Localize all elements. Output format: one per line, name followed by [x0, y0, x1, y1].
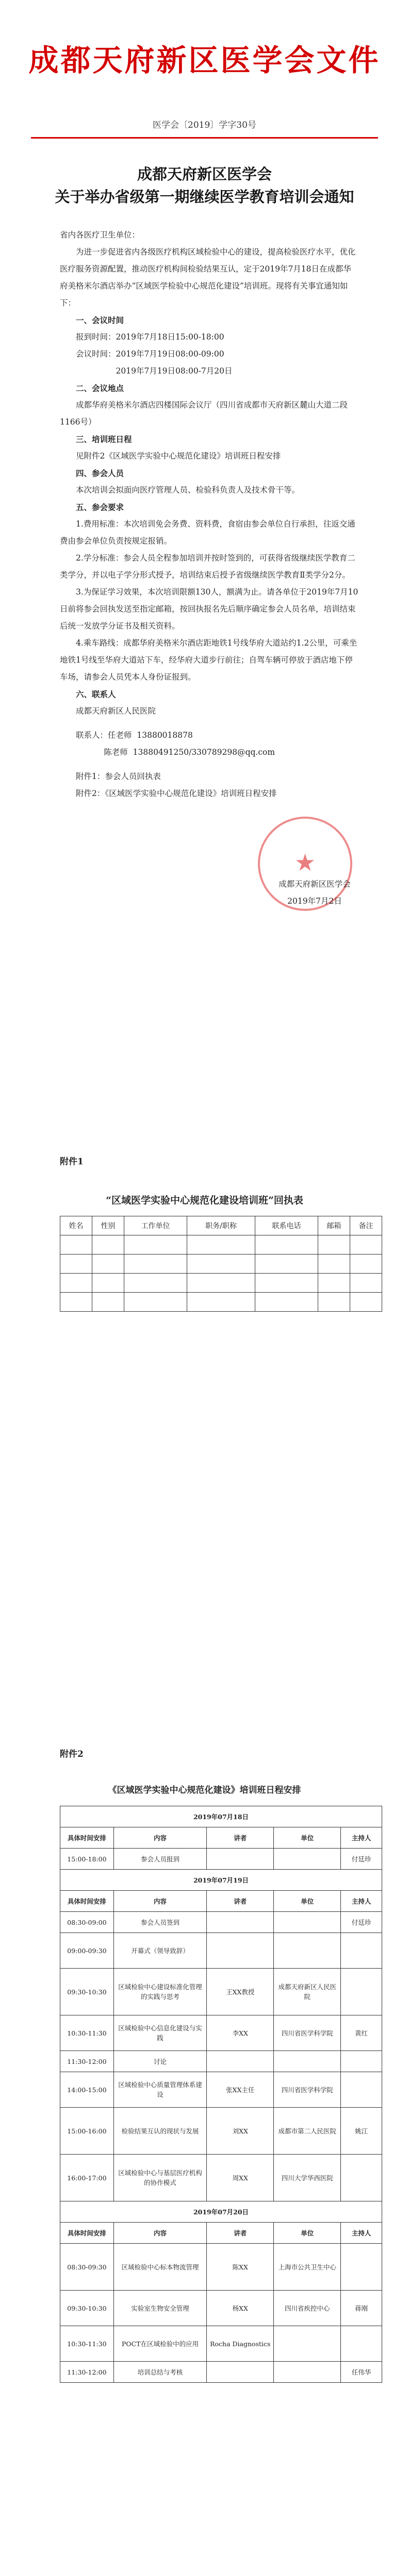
- table-cell: 10:30-11:30: [60, 2326, 114, 2362]
- venue-text: 成都华府美格米尔酒店四楼国际会议厅（四川省成都市天府新区麓山大道二段1166号）: [60, 400, 348, 427]
- table-cell: [207, 1933, 274, 1969]
- section-heading-attendees: 四、参会人员: [76, 468, 124, 478]
- table-cell: [318, 1235, 350, 1255]
- table-cell: [60, 1293, 92, 1312]
- schedule-header-cell: 讲者: [207, 2223, 274, 2244]
- table-cell: 参会人员签到: [113, 1912, 206, 1933]
- table-cell: [318, 1274, 350, 1293]
- attachment-line: 附件2：《区域医学实验中心规范化建设》培训班日程安排: [76, 789, 277, 798]
- table-cell: 杨XX: [207, 2291, 274, 2326]
- schedule-header-cell: 讲者: [207, 1827, 274, 1849]
- table-cell: 成都天府新区人民医院: [274, 1969, 341, 2015]
- contact-phone: 13880491250/330789298@qq.com: [133, 748, 275, 757]
- section-heading-schedule: 三、培训班日程: [76, 434, 132, 444]
- table-row: [60, 1912, 382, 1933]
- schedule-header-cell: 单位: [274, 1891, 341, 1912]
- schedule-text: 见附件2《区域医学实验中心规范化建设》培训班日程安排: [76, 451, 281, 461]
- table-header-cell: 邮箱: [318, 1216, 350, 1235]
- table-cell: [207, 1849, 274, 1870]
- table-cell: [92, 1274, 124, 1293]
- table-cell: [124, 1293, 187, 1312]
- contact-label: 陈老师: [104, 748, 128, 757]
- table-cell: 区域检验中心与基层医疗机构的协作模式: [113, 2155, 206, 2201]
- schedule-header-cell: 内容: [113, 1891, 206, 1912]
- table-cell: [341, 2072, 382, 2108]
- table-cell: [341, 2326, 382, 2362]
- table-cell: 开幕式（领导致辞）: [113, 1933, 206, 1969]
- table-cell: [60, 1274, 92, 1293]
- table-cell: [187, 1235, 255, 1255]
- table-cell: 李XX: [207, 2015, 274, 2051]
- table-cell: [341, 2051, 382, 2072]
- table-header-cell: 性别: [92, 1216, 124, 1235]
- table-cell: [187, 1293, 255, 1312]
- table-row: [60, 1933, 382, 1969]
- schedule-header-row: [60, 1891, 382, 1912]
- contact-row: [60, 744, 359, 761]
- table-cell: POCT在区域检验中的应用: [113, 2326, 206, 2362]
- schedule-header-cell: 具体时间安排: [60, 2223, 114, 2244]
- table-cell: 11:30-12:00: [60, 2051, 114, 2072]
- table-cell: [124, 1235, 187, 1255]
- schedule-header-row: [60, 1827, 382, 1849]
- intro-paragraph: 为进一步促进省内各级医疗机构区域检验中心的建设，提高检验医疗水平，优化医疗服务资源配置，推动医疗机构间检验结果互认，定于2019年7月18日在成都华府美格米尔酒店举办“区域医学检验中心规范化建设”培训班。现将有关事宜通知如下：: [60, 247, 356, 308]
- table-cell: 15:00-16:00: [60, 2108, 114, 2155]
- table-cell: 四川大学华西医院: [274, 2155, 341, 2201]
- table-cell: 区域检验中心质量管理体系建设: [113, 2072, 206, 2108]
- table-cell: [255, 1274, 318, 1293]
- table-row: [60, 2291, 382, 2326]
- requirement-item: 2.学分标准：参会人员全程参加培训并按时签到的，可获得省级继续医学教育二类学分，并以电子学分形式授予，培训结束后授予省级继续医学教育Ⅱ类学分2分。: [60, 553, 355, 580]
- appendix1-title: “区域医学实验中心规范化建设培训班”回执表: [106, 1195, 303, 1206]
- schedule-date-row: [60, 1870, 382, 1891]
- table-cell: [255, 1235, 318, 1255]
- table-cell: 实验室生物安全管理: [113, 2291, 206, 2326]
- table-cell: [274, 2326, 341, 2362]
- table-row: [60, 1293, 382, 1312]
- table-row: [60, 1235, 382, 1255]
- notice-title-line-2: 关于举办省级第一期继续医学教育培训会通知: [55, 188, 354, 206]
- table-row: [60, 2108, 382, 2155]
- table-row: [60, 2155, 382, 2201]
- contact-row: [60, 727, 359, 744]
- requirement-item: 3.为保证学习效果，本次培训限额130人，额满为止。请各单位于2019年7月10日前将参会回执发送至指定邮箱，按回执报名先后顺序确定参会人员名单，培训结束后统一发放学分证书及相关资料。: [60, 587, 358, 631]
- table-cell: 任伟华: [341, 2362, 382, 2383]
- table-cell: 09:00-09:30: [60, 1933, 114, 1969]
- appendix2-title: 《区域医学实验中心规范化建设》培训班日程安排: [108, 1785, 301, 1795]
- table-cell: 08:30-09:00: [60, 1912, 114, 1933]
- table-header-cell: 职务/职称: [187, 1216, 255, 1235]
- requirement-item: 1.费用标准：本次培训免会务费、资料费，食宿由参会单位自行承担，往返交通费由参会单位负责按规定报销。: [60, 519, 355, 546]
- table-cell: 周XX: [207, 2155, 274, 2201]
- red-divider-line: [31, 137, 378, 139]
- table-cell: 姚江: [341, 2108, 382, 2155]
- table-cell: [255, 1293, 318, 1312]
- schedule-header-cell: 具体时间安排: [60, 1891, 114, 1912]
- requirement-item: 4.乘车路线：成都华府美格米尔酒店距地铁1号线华府大道站约1.2公里，可乘坐地铁1号线至华府大道站下车，经华府大道步行前往；自驾车辆可停放于酒店地下停车场，请参会人员凭本人身份证报到。: [60, 638, 357, 682]
- table-cell: [60, 1235, 92, 1255]
- schedule-table-body: [60, 1806, 382, 2383]
- table-cell: [187, 1274, 255, 1293]
- seal-star-icon: ★: [294, 849, 316, 876]
- table-cell: 09:30-10:30: [60, 1969, 114, 2015]
- table-cell: [207, 2051, 274, 2072]
- table-cell: 四川省医学科学院: [274, 2072, 341, 2108]
- table-cell: 讨论: [113, 2051, 206, 2072]
- table-cell: [341, 2155, 382, 2201]
- table-cell: 张XX主任: [207, 2072, 274, 2108]
- appendix2-label: 附件2: [60, 1749, 84, 1759]
- section-heading-contact: 六、联系人: [76, 689, 116, 699]
- schedule-date-cell: 2019年07月20日: [60, 2201, 382, 2223]
- table-header-row: [60, 1216, 382, 1235]
- table-row: [60, 2326, 382, 2362]
- table-cell: 区域检验中心信息化建设与实践: [113, 2015, 206, 2051]
- schedule-header-cell: 具体时间安排: [60, 1827, 114, 1849]
- document-header-title: 成都天府新区医学会文件: [28, 43, 381, 78]
- schedule-header-cell: 单位: [274, 2223, 341, 2244]
- time-line-3: 2019年7月19日08:00-7月20日: [116, 366, 233, 376]
- table-cell: [341, 1969, 382, 2015]
- section-heading-time: 一、会议时间: [76, 315, 124, 325]
- table-cell: 15:00-18:00: [60, 1849, 114, 1870]
- table-cell: 检验结果互认的现状与发展: [113, 2108, 206, 2155]
- table-cell: [124, 1274, 187, 1293]
- table-cell: 蒋刚: [341, 2291, 382, 2326]
- table-cell: [274, 1912, 341, 1933]
- schedule-header-row: [60, 2223, 382, 2244]
- signature-org: 成都天府新区医学会: [279, 879, 351, 889]
- table-cell: [207, 2362, 274, 2383]
- table-cell: [274, 1849, 341, 1870]
- table-header-cell: 备注: [350, 1216, 382, 1235]
- table-cell: [187, 1255, 255, 1274]
- table-cell: [350, 1255, 382, 1274]
- table-row: [60, 1969, 382, 2015]
- schedule-header-cell: 单位: [274, 1827, 341, 1849]
- table-cell: [350, 1235, 382, 1255]
- table-cell: [274, 2051, 341, 2072]
- table-header-cell: 联系电话: [255, 1216, 318, 1235]
- appendix1-label: 附件1: [60, 1157, 84, 1167]
- table-cell: Rocha Diagnostics: [207, 2326, 274, 2362]
- table-cell: 成都市第二人民医院: [274, 2108, 341, 2155]
- table-cell: 黄红: [341, 2015, 382, 2051]
- signature-date: 2019年7月2日: [287, 896, 342, 906]
- table-cell: [92, 1235, 124, 1255]
- table-cell: [92, 1293, 124, 1312]
- table-cell: [255, 1255, 318, 1274]
- time-line-1: 报到时间：2019年7月18日15:00-18:00: [76, 332, 224, 342]
- schedule-header-cell: 讲者: [207, 1891, 274, 1912]
- contact-org: 成都天府新区人民医院: [76, 706, 156, 716]
- notice-body: [60, 227, 359, 802]
- table-cell: 付廷珍: [341, 1912, 382, 1933]
- schedule-header-cell: 主持人: [341, 2223, 382, 2244]
- table-row: [60, 1255, 382, 1274]
- salutation: 省内各医疗卫生单位：: [60, 230, 140, 240]
- table-cell: 08:30-09:30: [60, 2244, 114, 2291]
- table-cell: 刘XX: [207, 2108, 274, 2155]
- signature-block: [242, 876, 387, 910]
- table-cell: [92, 1255, 124, 1274]
- schedule-header-cell: 内容: [113, 1827, 206, 1849]
- table-row: [60, 1274, 382, 1293]
- table-cell: 参会人员报到: [113, 1849, 206, 1870]
- section-heading-venue: 二、会议地点: [76, 383, 124, 393]
- table-header-cell: 姓名: [60, 1216, 92, 1235]
- table-cell: [274, 1933, 341, 1969]
- table-cell: [341, 2244, 382, 2291]
- table-cell: 王XX教授: [207, 1969, 274, 2015]
- notice-title: [0, 163, 409, 208]
- table-cell: [318, 1293, 350, 1312]
- contact-label: 联系人：任老师: [76, 731, 132, 740]
- table-cell: 四川省疾控中心: [274, 2291, 341, 2326]
- table-cell: [318, 1255, 350, 1274]
- table-cell: [207, 1912, 274, 1933]
- time-line-2: 会议时间：2019年7月19日08:00-09:00: [76, 349, 224, 359]
- table-cell: 区域检验中心建设标准化管理的实践与思考: [113, 1969, 206, 2015]
- notice-title-line-1: 成都天府新区医学会: [137, 165, 272, 183]
- table-row: [60, 2072, 382, 2108]
- section-heading-requirements: 五、参会要求: [76, 502, 124, 512]
- table-cell: 14:00-15:00: [60, 2072, 114, 2108]
- schedule-table: [60, 1806, 382, 2383]
- table-cell: 付廷珍: [341, 1849, 382, 1870]
- table-cell: 09:30-10:30: [60, 2291, 114, 2326]
- table-cell: 四川省医学科学院: [274, 2015, 341, 2051]
- table-row: [60, 2244, 382, 2291]
- table-row: [60, 2015, 382, 2051]
- table-row: [60, 2051, 382, 2072]
- table-cell: [60, 1255, 92, 1274]
- schedule-date-row: [60, 2201, 382, 2223]
- schedule-header-cell: 主持人: [341, 1827, 382, 1849]
- schedule-header-cell: 内容: [113, 2223, 206, 2244]
- table-cell: 10:30-11:30: [60, 2015, 114, 2051]
- document-number: 医学会〔2019〕学字30号: [153, 120, 256, 130]
- schedule-date-cell: 2019年07月18日: [60, 1806, 382, 1827]
- table-cell: 11:30-12:00: [60, 2362, 114, 2383]
- contact-phone: 13880018878: [137, 731, 193, 740]
- registration-table: [60, 1216, 382, 1312]
- table-cell: 陈XX: [207, 2244, 274, 2291]
- schedule-date-row: [60, 1806, 382, 1827]
- table-header-cell: 工作单位: [124, 1216, 187, 1235]
- table-cell: [341, 1933, 382, 1969]
- table-row: [60, 2362, 382, 2383]
- attendees-text: 本次培训会拟面向医疗管理人员、检验科负责人及技术骨干等。: [76, 485, 300, 495]
- table-cell: [350, 1293, 382, 1312]
- attachment-line: 附件1：参会人员回执表: [76, 772, 161, 781]
- table-cell: 培训总结与考核: [113, 2362, 206, 2383]
- table-cell: [350, 1274, 382, 1293]
- table-cell: [274, 2362, 341, 2383]
- table-cell: [124, 1255, 187, 1274]
- table-row: [60, 1849, 382, 1870]
- table-cell: 上海市公共卫生中心: [274, 2244, 341, 2291]
- schedule-date-cell: 2019年07月19日: [60, 1870, 382, 1891]
- schedule-header-cell: 主持人: [341, 1891, 382, 1912]
- table-cell: 区域检验中心标本物流管理: [113, 2244, 206, 2291]
- table-cell: 16:00-17:00: [60, 2155, 114, 2201]
